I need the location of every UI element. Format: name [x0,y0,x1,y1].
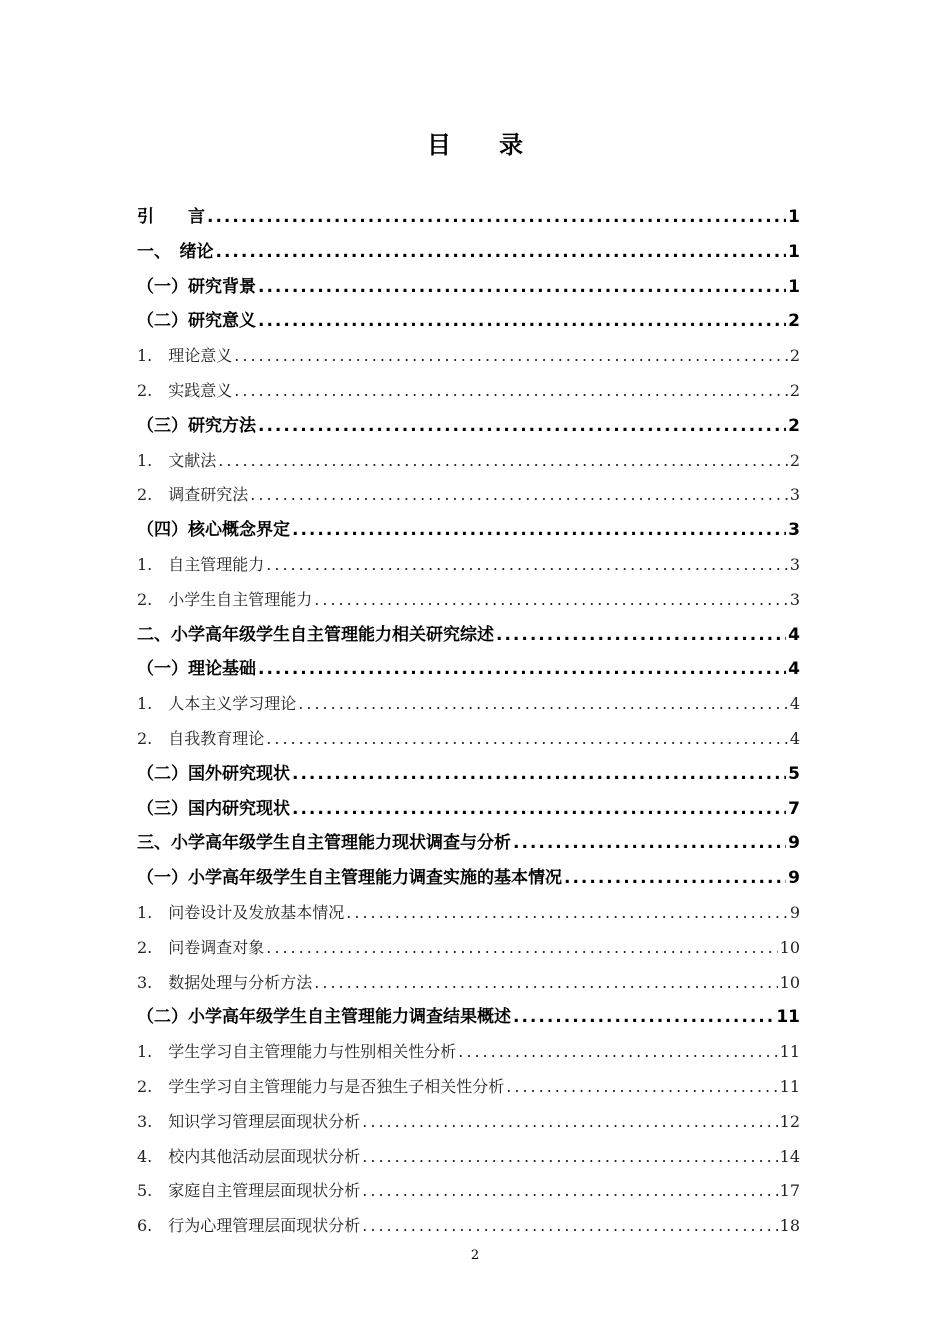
toc-entry-label: （三）研究方法 [137,415,256,436]
toc-entry-label: 6. 行为心理管理层面现状分析 [137,1216,361,1236]
toc-entry-page: 11 [779,1042,800,1062]
toc-leader-dots [362,1174,777,1209]
toc-entry-label: 引 言 [137,207,205,227]
toc-entry[interactable] [137,304,800,339]
toc-entry[interactable] [137,618,800,653]
toc-entry[interactable] [137,687,800,722]
toc-leader-dots [258,270,786,305]
toc-entry-page: 1 [788,276,800,297]
toc-entry[interactable] [137,1070,800,1105]
toc-entry-label: 2. 学生学习自主管理能力与是否独生子相关性分析 [137,1076,505,1096]
toc-entry-page: 9 [788,868,800,889]
toc-entry[interactable] [137,861,800,896]
toc-entry[interactable] [137,1105,800,1140]
toc-entry-page: 10 [779,972,800,992]
toc-entry-label: （二）研究意义 [137,311,256,332]
toc-leader-dots [218,444,788,479]
toc-leader-dots [496,618,786,653]
toc-entry-page: 17 [779,1181,800,1201]
toc-entry-label: （一）小学高年级学生自主管理能力调查实施的基本情况 [137,868,562,889]
toc-entry-label: （三）国内研究现状 [137,798,290,819]
toc-entry[interactable] [137,270,800,305]
toc-entry-page: 9 [788,833,800,854]
toc-entry-page: 4 [789,694,800,714]
toc-entry-page: 11 [776,1007,800,1028]
toc-leader-dots [292,792,786,827]
toc-entry[interactable] [137,826,800,861]
toc-entry-label: （一）研究背景 [137,276,256,297]
toc-entry-label: 1. 人本主义学习理论 [137,694,297,714]
toc-leader-dots [250,478,788,513]
toc-entry[interactable] [137,652,800,687]
toc-entry-page: 4 [789,728,800,748]
toc-entry[interactable] [137,1140,800,1175]
toc-entry[interactable] [137,583,800,618]
toc-leader-dots [258,409,786,444]
toc-entry-page: 3 [789,589,800,609]
toc-entry-label: 1. 问卷设计及发放基本情况 [137,902,345,922]
toc-entry[interactable] [137,896,800,931]
toc-entry[interactable] [137,409,800,444]
toc-entry-label: （一）理论基础 [137,659,256,680]
toc-entry-page: 2 [789,450,800,470]
toc-leader-dots [298,687,788,722]
toc-entry[interactable] [137,374,800,409]
toc-entry[interactable] [137,339,800,374]
toc-entry-page: 11 [779,1076,800,1096]
toc-entry-page: 2 [789,346,800,366]
toc-leader-dots [314,583,788,618]
toc-entry-label: 2. 调查研究法 [137,485,249,505]
toc-entry-page: 1 [788,241,800,262]
toc-leader-dots [266,722,788,757]
toc-entry-page: 9 [789,902,800,922]
toc-entry[interactable] [137,966,800,1001]
toc-leader-dots [207,200,786,235]
toc-leader-dots [362,1105,777,1140]
toc-entry[interactable] [137,478,800,513]
toc-entry[interactable] [137,1000,800,1035]
toc-entry-label: 二、小学高年级学生自主管理能力相关研究综述 [137,624,494,645]
toc-entry-page: 2 [789,380,800,400]
toc-entry-label: 1. 自主管理能力 [137,554,265,574]
toc-entry-label: 5. 家庭自主管理层面现状分析 [137,1181,361,1201]
toc-entry-page: 3 [788,520,800,541]
toc-leader-dots [234,339,788,374]
toc-leader-dots [314,966,777,1001]
toc-entry-page: 3 [789,554,800,574]
toc-leader-dots [258,652,786,687]
toc-entry-page: 12 [779,1111,800,1131]
toc-leader-dots [362,1209,777,1244]
toc-leader-dots [266,548,788,583]
toc-entry[interactable] [137,1209,800,1244]
toc-entry-page: 5 [788,763,800,784]
toc-entry-page: 2 [788,311,800,332]
page-title: 目 录 [427,131,523,159]
toc-entry[interactable] [137,200,800,235]
toc-entry[interactable] [137,548,800,583]
toc-entry-label: 1. 文献法 [137,450,217,470]
toc-entry[interactable] [137,235,800,270]
toc-entry-label: 3. 知识学习管理层面现状分析 [137,1111,361,1131]
toc-entry-page: 3 [789,485,800,505]
page-number: 2 [470,1248,480,1263]
toc-leader-dots [564,861,786,896]
toc-leader-dots [362,1140,777,1175]
toc-entry-label: 2. 自我教育理论 [137,728,265,748]
toc-entry-label: 4. 校内其他活动层面现状分析 [137,1146,361,1166]
toc-entry-label: 1. 学生学习自主管理能力与性别相关性分析 [137,1042,457,1062]
toc-leader-dots [258,304,786,339]
toc-leader-dots [266,931,777,966]
toc-entry[interactable] [137,513,800,548]
toc-entry-label: 3. 数据处理与分析方法 [137,972,313,992]
toc-entry-label: 2. 实践意义 [137,380,233,400]
toc-entry-page: 7 [788,798,800,819]
toc-leader-dots [458,1035,777,1070]
toc-entry-page: 2 [788,415,800,436]
toc-entry-page: 1 [788,207,800,227]
toc-entry-page: 4 [788,624,800,645]
table-of-contents [137,200,800,1244]
toc-entry-label: 2. 问卷调查对象 [137,937,265,957]
toc-entry[interactable] [137,1035,800,1070]
toc-entry-page: 14 [779,1146,800,1166]
toc-leader-dots [292,757,786,792]
toc-entry[interactable] [137,931,800,966]
toc-entry-label: （四）核心概念界定 [137,520,290,541]
toc-entry-page: 18 [779,1216,800,1236]
toc-leader-dots [234,374,788,409]
toc-leader-dots [506,1070,777,1105]
toc-leader-dots [216,235,787,270]
toc-entry[interactable] [137,757,800,792]
toc-entry[interactable] [137,722,800,757]
toc-entry-label: 三、小学高年级学生自主管理能力现状调查与分析 [137,833,511,854]
toc-leader-dots [513,1000,774,1035]
toc-entry-label: 一、 绪论 [137,241,214,262]
toc-entry[interactable] [137,1174,800,1209]
toc-entry-label: （二）小学高年级学生自主管理能力调查结果概述 [137,1007,511,1028]
toc-entry[interactable] [137,792,800,827]
toc-leader-dots [346,896,788,931]
toc-entry-page: 4 [788,659,800,680]
toc-entry[interactable] [137,444,800,479]
toc-entry-page: 10 [779,937,800,957]
toc-entry-label: 1. 理论意义 [137,346,233,366]
toc-leader-dots [513,826,786,861]
toc-entry-label: 2. 小学生自主管理能力 [137,589,313,609]
toc-entry-label: （二）国外研究现状 [137,763,290,784]
toc-leader-dots [292,513,786,548]
